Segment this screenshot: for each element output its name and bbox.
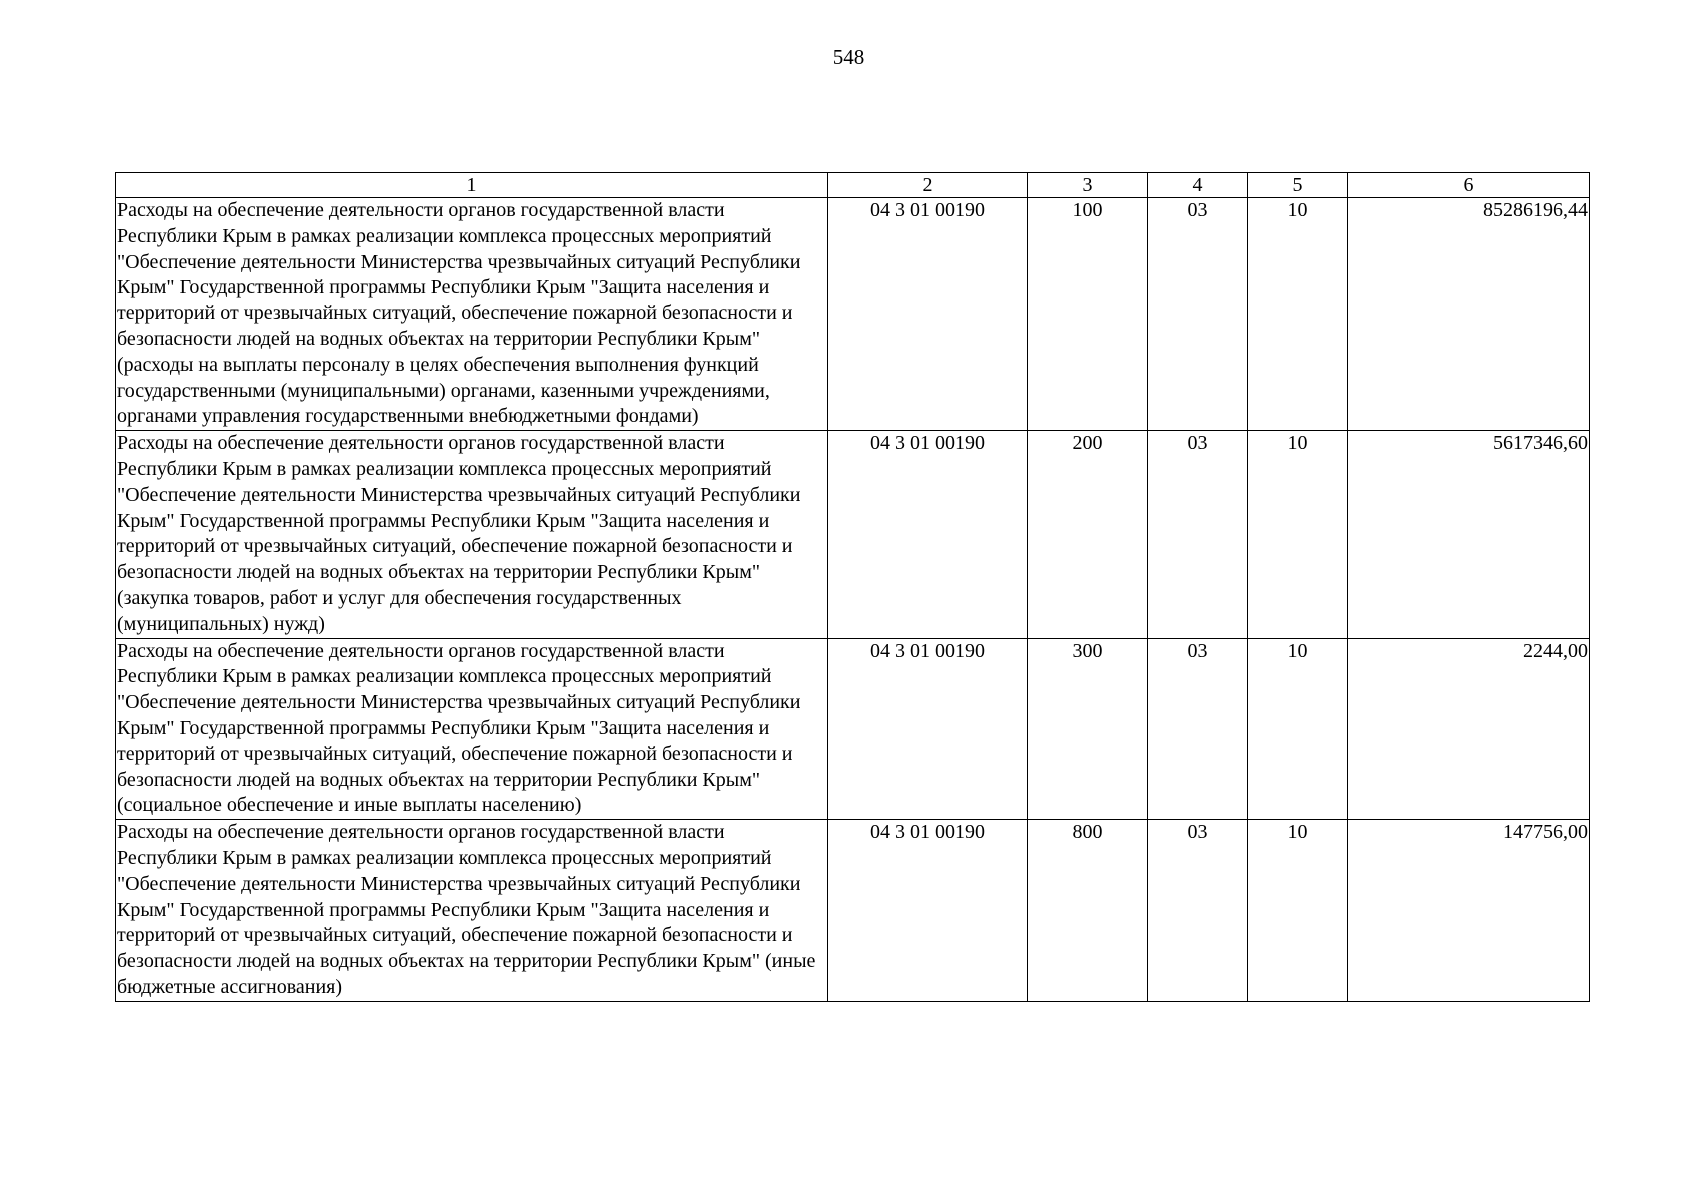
subsection-code: 10 [1248, 820, 1348, 1002]
budget-table [115, 172, 1590, 1002]
table-row [116, 820, 1590, 1002]
expense-description: Расходы на обеспечение деятельности органов государственной власти Республики Крым в рамках реализации комплекса процессных мероприятий "Обеспечение деятельности Министерства чрезвычайных ситуаций Республики Крым" Государственной программы Республики Крым "Защита населения и территорий от чрезвычайных ситуаций, обеспечение пожарной безопасности и безопасности людей на водных объектах на территории Республики Крым" (иные бюджетные ассигнования) [116, 820, 828, 1002]
column-header-6: 6 [1348, 173, 1590, 198]
amount: 5617346,60 [1348, 431, 1590, 638]
target-code: 04 3 01 00190 [828, 820, 1028, 1002]
section-code: 03 [1148, 820, 1248, 1002]
amount: 2244,00 [1348, 638, 1590, 820]
table-row [116, 431, 1590, 638]
expense-type-code: 100 [1028, 198, 1148, 431]
expense-description: Расходы на обеспечение деятельности органов государственной власти Республики Крым в рамках реализации комплекса процессных мероприятий "Обеспечение деятельности Министерства чрезвычайных ситуаций Республики Крым" Государственной программы Республики Крым "Защита населения и территорий от чрезвычайных ситуаций, обеспечение пожарной безопасности и безопасности людей на водных объектах на территории Республики Крым" (социальное обеспечение и иные выплаты населению) [116, 638, 828, 820]
subsection-code: 10 [1248, 638, 1348, 820]
table-header [116, 173, 1590, 198]
section-code: 03 [1148, 638, 1248, 820]
column-header-2: 2 [828, 173, 1028, 198]
table-body [116, 198, 1590, 1002]
column-header-3: 3 [1028, 173, 1148, 198]
column-header-1: 1 [116, 173, 828, 198]
section-code: 03 [1148, 431, 1248, 638]
subsection-code: 10 [1248, 431, 1348, 638]
expense-type-code: 800 [1028, 820, 1148, 1002]
table-row [116, 198, 1590, 431]
column-header-4: 4 [1148, 173, 1248, 198]
target-code: 04 3 01 00190 [828, 638, 1028, 820]
expense-description: Расходы на обеспечение деятельности органов государственной власти Республики Крым в рамках реализации комплекса процессных мероприятий "Обеспечение деятельности Министерства чрезвычайных ситуаций Республики Крым" Государственной программы Республики Крым "Защита населения и территорий от чрезвычайных ситуаций, обеспечение пожарной безопасности и безопасности людей на водных объектах на территории Республики Крым" (расходы на выплаты персоналу в целях обеспечения выполнения функций государственными (муниципальными) органами, казенными учреждениями, органами управления государственными внебюджетными фондами) [116, 198, 828, 431]
section-code: 03 [1148, 198, 1248, 431]
amount: 147756,00 [1348, 820, 1590, 1002]
amount: 85286196,44 [1348, 198, 1590, 431]
expense-type-code: 300 [1028, 638, 1148, 820]
subsection-code: 10 [1248, 198, 1348, 431]
header-row [116, 173, 1590, 198]
expense-description: Расходы на обеспечение деятельности органов государственной власти Республики Крым в рамках реализации комплекса процессных мероприятий "Обеспечение деятельности Министерства чрезвычайных ситуаций Республики Крым" Государственной программы Республики Крым "Защита населения и территорий от чрезвычайных ситуаций, обеспечение пожарной безопасности и безопасности людей на водных объектах на территории Республики Крым" (закупка товаров, работ и услуг для обеспечения государственных (муниципальных) нужд) [116, 431, 828, 638]
expense-type-code: 200 [1028, 431, 1148, 638]
target-code: 04 3 01 00190 [828, 198, 1028, 431]
column-header-5: 5 [1248, 173, 1348, 198]
target-code: 04 3 01 00190 [828, 431, 1028, 638]
page-number: 548 [832, 45, 865, 69]
table-row [116, 638, 1590, 820]
